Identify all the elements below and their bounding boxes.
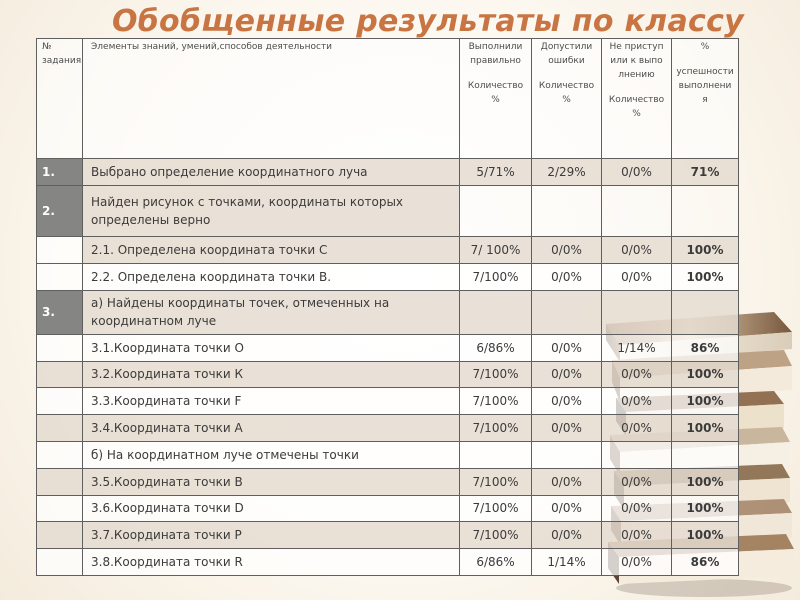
table-row-13 (37, 522, 739, 549)
done-correct-value: 7/ 100% (460, 237, 532, 264)
task-text: 3.7.Координата точки Р (83, 522, 460, 549)
done-correct-value: 5/71% (460, 159, 532, 186)
errors-value: 0/0% (532, 361, 602, 388)
not-started-value: 0/0% (602, 237, 672, 264)
table-row-11 (37, 468, 739, 495)
task-number (37, 361, 83, 388)
errors-value: 0/0% (532, 388, 602, 415)
errors-value (532, 290, 602, 334)
success-percent: 86% (672, 549, 739, 576)
table-row-7 (37, 361, 739, 388)
table-row-6 (37, 334, 739, 361)
success-percent: 71% (672, 159, 739, 186)
not-started-value (602, 441, 672, 468)
success-percent: 100% (672, 495, 739, 522)
errors-value (532, 441, 602, 468)
success-percent: 100% (672, 388, 739, 415)
errors-value: 0/0% (532, 237, 602, 264)
task-text: 3.1.Координата точки О (83, 334, 460, 361)
success-percent: 100% (672, 415, 739, 442)
header-done-correct: Выполнили правильно Количество % (460, 39, 532, 159)
table-row-8 (37, 388, 739, 415)
errors-value: 1/14% (532, 549, 602, 576)
task-number (37, 468, 83, 495)
task-number (37, 264, 83, 291)
task-text: Выбрано определение координатного луча (83, 159, 460, 186)
task-text: б) На координатном луче отмечены точки (83, 441, 460, 468)
not-started-value: 0/0% (602, 468, 672, 495)
table-row-5 (37, 290, 739, 334)
task-text: 3.2.Координата точки К (83, 361, 460, 388)
errors-value: 0/0% (532, 415, 602, 442)
task-number (37, 388, 83, 415)
task-number (37, 334, 83, 361)
table-header (37, 39, 739, 159)
success-percent: 100% (672, 264, 739, 291)
errors-value: 2/29% (532, 159, 602, 186)
task-text: 3.3.Координата точки F (83, 388, 460, 415)
task-number: 2. (37, 185, 83, 236)
table-row-12 (37, 495, 739, 522)
table-row-1 (37, 159, 739, 186)
task-text: 3.5.Координата точки В (83, 468, 460, 495)
table-row-4 (37, 264, 739, 291)
table-row-3 (37, 237, 739, 264)
task-text: 2.2. Определена координата точки В. (83, 264, 460, 291)
errors-value (532, 185, 602, 236)
results-table-wrapper (36, 38, 738, 576)
done-correct-value (460, 290, 532, 334)
done-correct-value: 7/100% (460, 468, 532, 495)
done-correct-value: 7/100% (460, 264, 532, 291)
task-text: 3.8.Координата точки R (83, 549, 460, 576)
header-not-started: Не приступили к выполнению Количество % (602, 39, 672, 159)
not-started-value: 0/0% (602, 361, 672, 388)
table-body (37, 159, 739, 576)
task-number (37, 415, 83, 442)
table-row-10 (37, 441, 739, 468)
done-correct-value (460, 185, 532, 236)
not-started-value: 1/14% (602, 334, 672, 361)
not-started-value: 0/0% (602, 549, 672, 576)
table-row-9 (37, 415, 739, 442)
not-started-value: 0/0% (602, 495, 672, 522)
task-text: 3.4.Координата точки А (83, 415, 460, 442)
task-number (37, 441, 83, 468)
task-text: 3.6.Координата точки D (83, 495, 460, 522)
errors-value: 0/0% (532, 468, 602, 495)
results-table (36, 38, 739, 576)
errors-value: 0/0% (532, 495, 602, 522)
task-text: а) Найдены координаты точек, отмеченных на координатном луче (83, 290, 460, 334)
not-started-value (602, 185, 672, 236)
success-percent (672, 441, 739, 468)
task-number: 1. (37, 159, 83, 186)
header-success: % успешности выполнения (672, 39, 739, 159)
not-started-value: 0/0% (602, 388, 672, 415)
done-correct-value: 7/100% (460, 495, 532, 522)
done-correct-value: 7/100% (460, 361, 532, 388)
success-percent (672, 290, 739, 334)
header-elements: Элементы знаний, умений,способов деятельности (83, 39, 460, 159)
task-number (37, 549, 83, 576)
done-correct-value (460, 441, 532, 468)
success-percent: 100% (672, 468, 739, 495)
errors-value: 0/0% (532, 264, 602, 291)
success-percent: 86% (672, 334, 739, 361)
not-started-value: 0/0% (602, 415, 672, 442)
done-correct-value: 7/100% (460, 415, 532, 442)
not-started-value: 0/0% (602, 159, 672, 186)
task-number (37, 522, 83, 549)
errors-value: 0/0% (532, 522, 602, 549)
not-started-value (602, 290, 672, 334)
task-number (37, 237, 83, 264)
done-correct-value: 6/86% (460, 334, 532, 361)
task-number: 3. (37, 290, 83, 334)
done-correct-value: 6/86% (460, 549, 532, 576)
not-started-value: 0/0% (602, 264, 672, 291)
table-row-2 (37, 185, 739, 236)
success-percent: 100% (672, 522, 739, 549)
success-percent (672, 185, 739, 236)
success-percent: 100% (672, 237, 739, 264)
not-started-value: 0/0% (602, 522, 672, 549)
header-task-number: № задания (37, 39, 83, 159)
task-number (37, 495, 83, 522)
done-correct-value: 7/100% (460, 388, 532, 415)
task-text: Найден рисунок с точками, координаты которых определены верно (83, 185, 460, 236)
header-row (37, 39, 739, 159)
table-row-14 (37, 549, 739, 576)
errors-value: 0/0% (532, 334, 602, 361)
done-correct-value: 7/100% (460, 522, 532, 549)
success-percent: 100% (672, 361, 739, 388)
header-errors: Допустили ошибки Количество % (532, 39, 602, 159)
page-title: Обобщенные результаты по классу (112, 4, 745, 39)
task-text: 2.1. Определена координата точки С (83, 237, 460, 264)
